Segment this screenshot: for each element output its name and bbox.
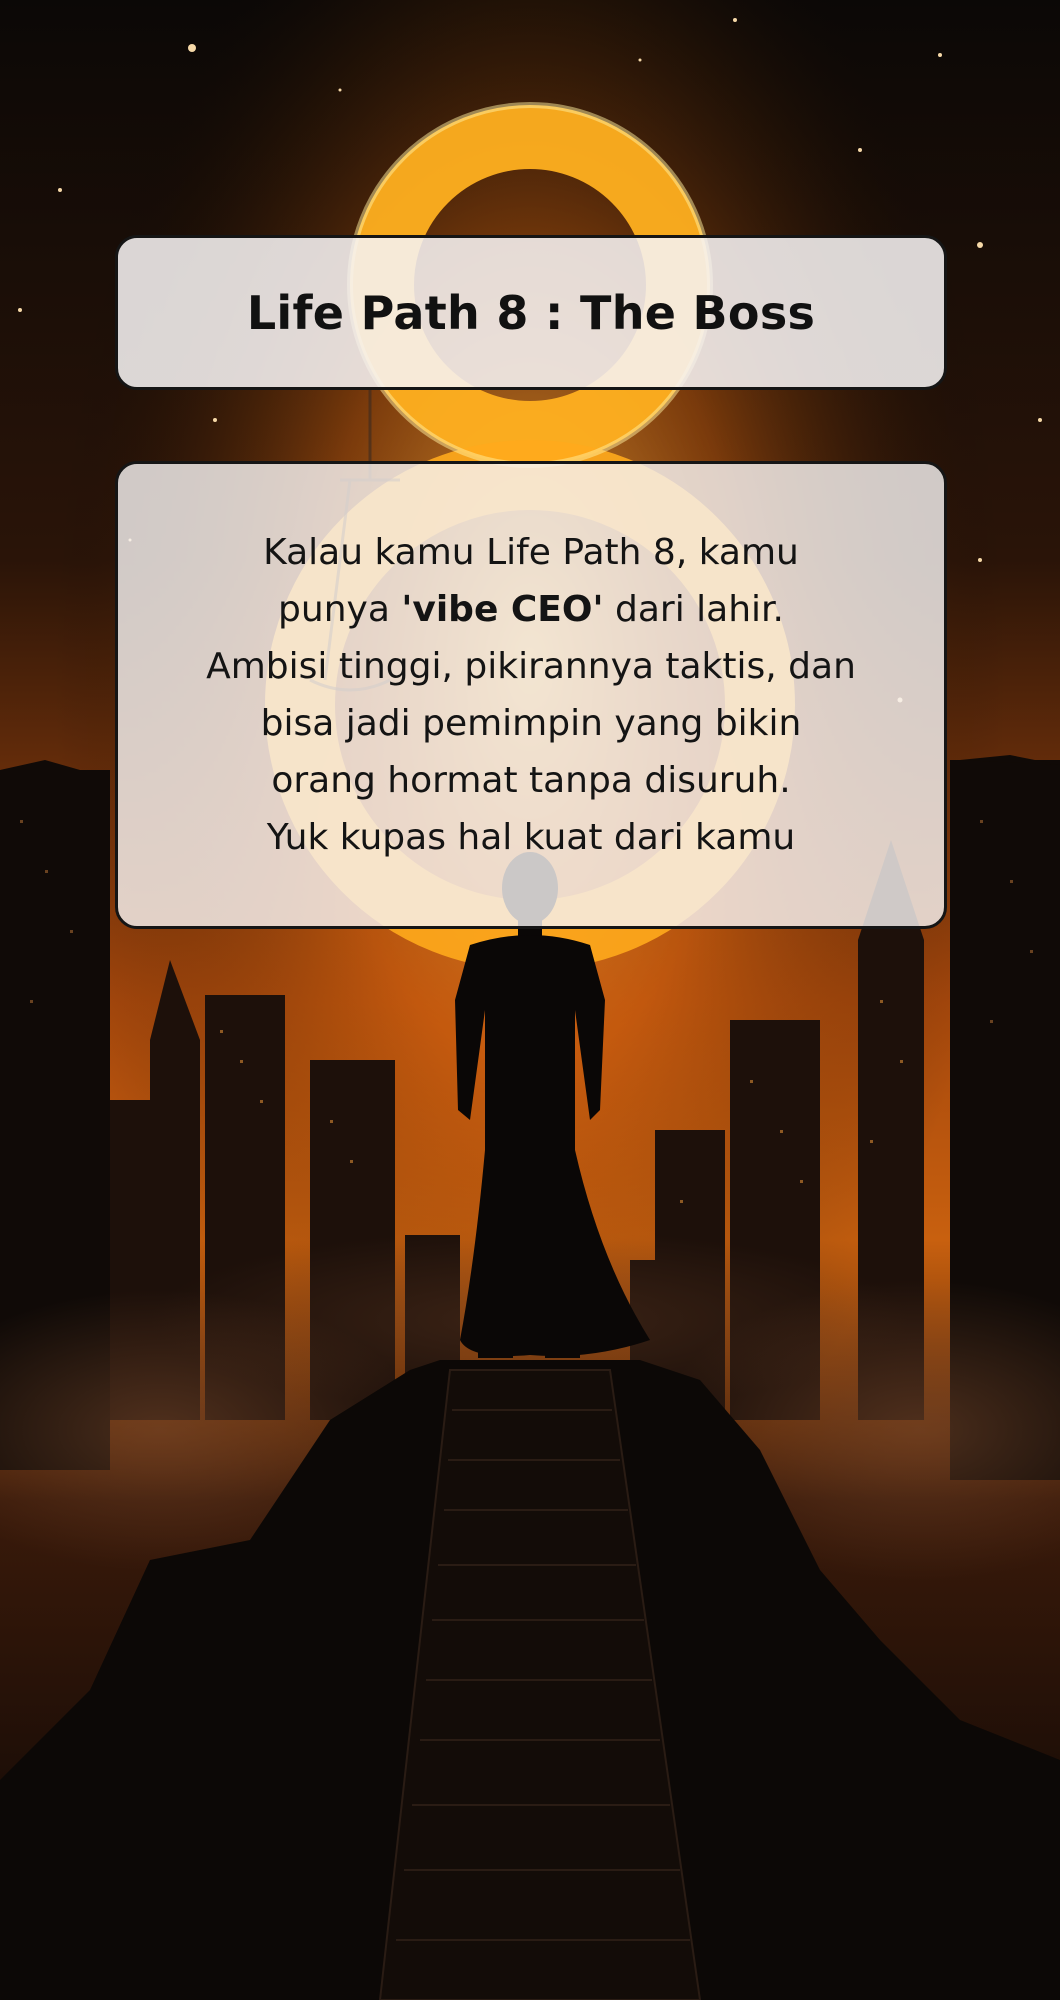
description-line-6: Yuk kupas hal kuat dari kamu bbox=[266, 817, 796, 858]
description-line-3: Ambisi tinggi, pikirannya taktis, dan bbox=[206, 646, 856, 687]
description-line-2-pre: punya bbox=[278, 589, 402, 630]
description-line-4: bisa jadi pemimpin yang bikin bbox=[260, 703, 802, 744]
title-text: Life Path 8 : The Boss bbox=[246, 285, 816, 340]
description-line-1: Kalau kamu Life Path 8, kamu bbox=[263, 532, 799, 573]
description-line-2-post: dari lahir. bbox=[603, 589, 784, 630]
title-card bbox=[115, 235, 947, 390]
description-line-5: orang hormat tanpa disuruh. bbox=[271, 760, 791, 801]
description-line-2 bbox=[278, 581, 784, 638]
description-card bbox=[115, 461, 947, 929]
vibe-ceo-highlight: 'vibe CEO' bbox=[401, 589, 604, 630]
